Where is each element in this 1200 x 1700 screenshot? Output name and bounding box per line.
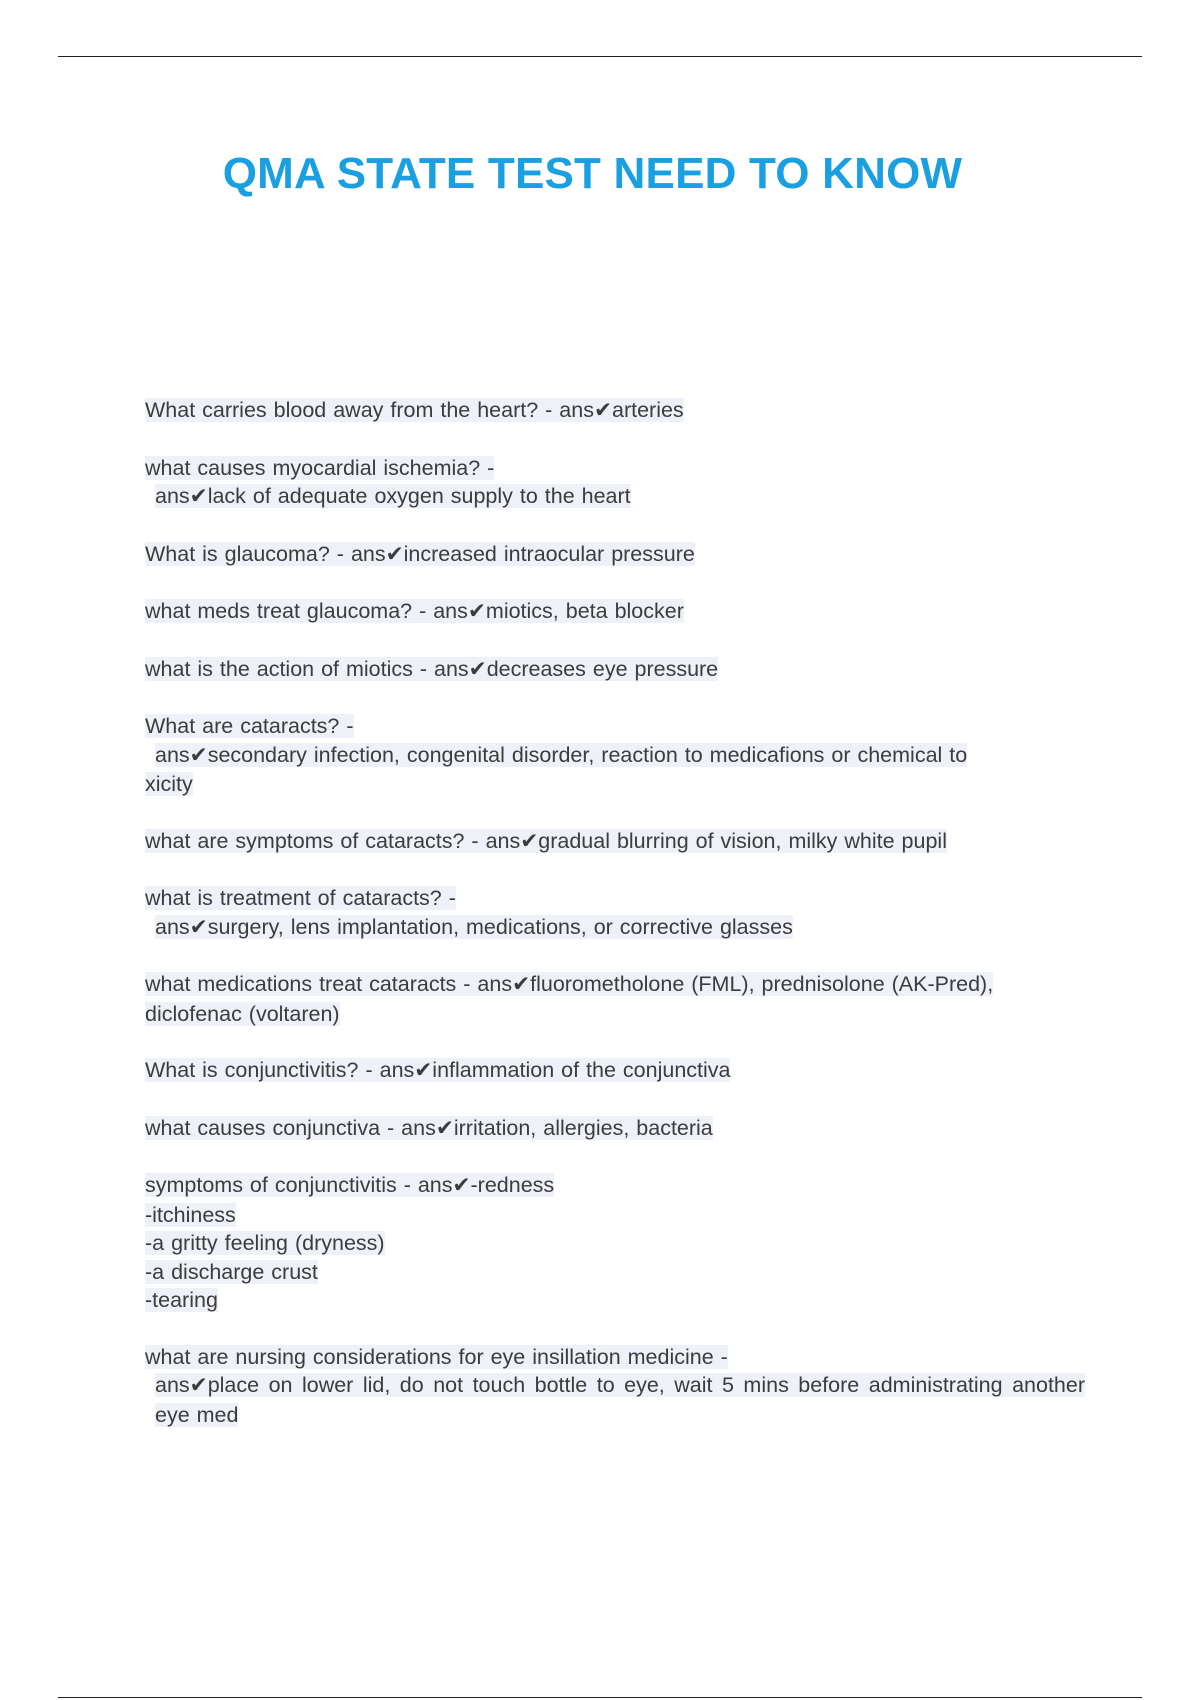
answer-text: surgery, lens implantation, medications, or corrective glasses	[207, 914, 793, 939]
qa-item	[145, 1171, 1085, 1315]
qa-item	[145, 1114, 1085, 1144]
ans-prefix: ans	[477, 972, 513, 996]
qa-item	[145, 597, 1085, 627]
check-icon: ✔	[189, 1373, 208, 1398]
answer-text: secondary infection, congenital disorder, reaction to medicafions or chemical to	[207, 742, 968, 767]
qa-item	[145, 712, 1085, 799]
question-text: what are symptoms of cataracts? -	[145, 828, 486, 853]
check-icon: ✔	[593, 398, 612, 423]
question-text: what causes myocardial ischemia? -	[145, 455, 495, 480]
check-icon: ✔	[520, 828, 539, 854]
answer-text: place on lower lid, do not touch bottle to eye, wait 5 mins before administrating another eye med	[155, 1373, 1085, 1427]
answer-text: lack of adequate oxygen supply to the heart	[207, 484, 631, 508]
answer-text: inflammation of the conjunctiva	[432, 1058, 731, 1082]
qa-item	[145, 827, 1085, 857]
question-text: what are nursing considerations for eye insillation medicine -	[145, 1344, 728, 1369]
qa-item	[145, 540, 1085, 570]
answer-text: irritation, allergies, bacteria	[453, 1115, 713, 1140]
question-text: what medications treat cataracts -	[145, 972, 478, 996]
ans-prefix: ans	[433, 599, 468, 623]
check-icon: ✔	[468, 656, 487, 682]
qa-item	[145, 454, 1085, 512]
symptom-line: -itchiness	[145, 1202, 236, 1227]
qa-item	[145, 655, 1085, 685]
ans-prefix: ans	[417, 1173, 453, 1197]
ans-prefix: ans	[155, 914, 190, 939]
check-icon: ✔	[385, 541, 404, 567]
check-icon: ✔	[512, 972, 531, 997]
question-text: what is the action of miotics -	[145, 656, 434, 681]
check-icon: ✔	[452, 1173, 471, 1198]
question-text: symptoms of conjunctivitis -	[145, 1173, 418, 1197]
answer-text: decreases eye pressure	[486, 656, 719, 681]
qa-item	[145, 1056, 1085, 1086]
ans-prefix: ans	[350, 541, 386, 566]
symptom-line: -a gritty feeling (dryness)	[145, 1231, 385, 1255]
ans-prefix: ans	[485, 828, 521, 853]
question-text: What is conjunctivitis? -	[145, 1058, 380, 1082]
ans-prefix: ans	[379, 1058, 415, 1082]
answer-text: increased intraocular pressure	[403, 541, 695, 566]
question-text: What carries blood away from the heart? -	[145, 398, 560, 422]
qa-item	[145, 970, 1085, 1028]
ans-prefix: ans	[559, 398, 594, 422]
answer-continuation: xicity	[145, 772, 193, 796]
ans-prefix: ans	[401, 1115, 436, 1140]
qa-item	[145, 1343, 1085, 1430]
qa-item	[145, 396, 1085, 426]
question-text: What are cataracts? -	[145, 714, 354, 738]
qa-list	[145, 396, 1085, 1457]
question-text: What is glaucoma? -	[145, 541, 351, 566]
question-text: what is treatment of cataracts? -	[145, 886, 456, 910]
symptom-line: -tearing	[145, 1288, 218, 1312]
bottom-rule	[58, 1697, 1142, 1698]
ans-prefix: ans	[434, 656, 469, 681]
check-icon: ✔	[189, 742, 208, 768]
symptom-line: -a discharge crust	[145, 1259, 318, 1284]
answer-text: -redness	[470, 1173, 555, 1197]
check-icon: ✔	[435, 1115, 454, 1141]
question-text: what meds treat glaucoma? -	[145, 599, 434, 623]
ans-prefix: ans	[155, 1373, 190, 1397]
check-icon: ✔	[189, 914, 208, 940]
answer-text: arteries	[611, 398, 684, 422]
check-icon: ✔	[467, 599, 486, 624]
check-icon: ✔	[189, 484, 208, 509]
top-rule	[58, 56, 1142, 57]
answer-text: fluorometholone (FML), prednisolone (AK-Pred), diclofenac (voltaren)	[145, 972, 994, 1026]
answer-text: gradual blurring of vision, milky white pupil	[538, 828, 947, 853]
question-text: what causes conjunctiva -	[145, 1115, 402, 1140]
ans-prefix: ans	[155, 484, 190, 508]
ans-prefix: ans	[155, 742, 190, 767]
answer-text: miotics, beta blocker	[485, 599, 684, 623]
document-title: QMA STATE TEST NEED TO KNOW	[222, 149, 963, 198]
qa-item	[145, 884, 1085, 942]
check-icon: ✔	[414, 1058, 433, 1083]
